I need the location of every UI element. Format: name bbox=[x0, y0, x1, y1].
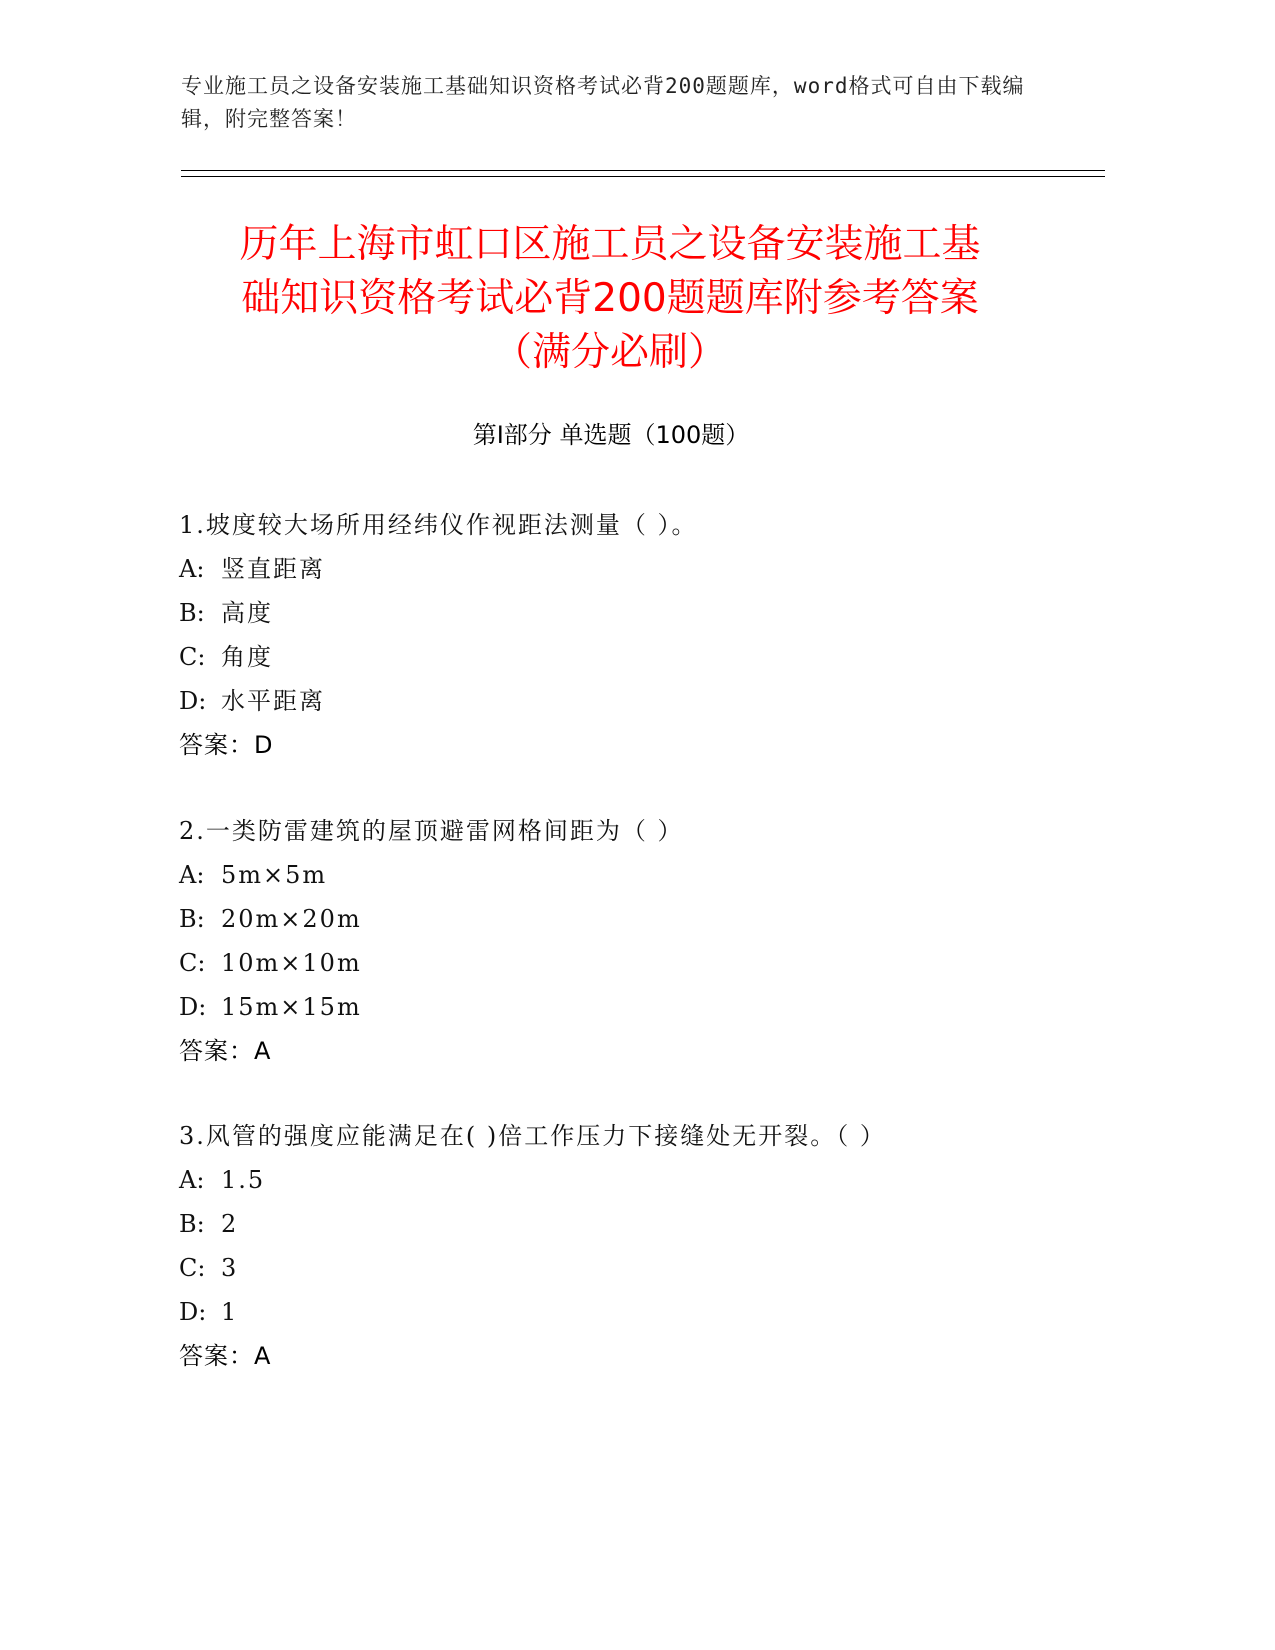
option-letter: B: bbox=[179, 905, 205, 933]
option-letter: D: bbox=[179, 1298, 207, 1326]
title-line-3: （满分必刷） bbox=[492, 330, 727, 375]
option-a bbox=[179, 547, 1079, 591]
question-1 bbox=[179, 503, 1079, 767]
option-letter: A: bbox=[179, 555, 205, 583]
option-letter: C: bbox=[179, 949, 206, 977]
option-letter: A: bbox=[179, 861, 205, 889]
option-c bbox=[179, 635, 1079, 679]
option-text: 2 bbox=[221, 1210, 239, 1238]
document-title bbox=[150, 218, 1070, 380]
header-divider-bottom bbox=[181, 176, 1105, 177]
option-letter: A: bbox=[179, 1166, 205, 1194]
option-d bbox=[179, 1290, 1079, 1334]
option-text: 角度 bbox=[221, 643, 273, 671]
question-stem: 3.风管的强度应能满足在( )倍工作压力下接缝处无开裂。（ ） bbox=[179, 1122, 886, 1150]
option-b bbox=[179, 591, 1079, 635]
question-stem: 1.坡度较大场所用经纬仪作视距法测量（ ）。 bbox=[179, 511, 698, 539]
answer: 答案：D bbox=[179, 731, 274, 759]
answer: 答案：A bbox=[179, 1342, 272, 1370]
section-title: 第Ⅰ部分 单选题（100题） bbox=[472, 421, 750, 449]
option-letter: B: bbox=[179, 1210, 205, 1238]
option-b bbox=[179, 897, 1079, 941]
option-d bbox=[179, 985, 1079, 1029]
question-stem: 2.一类防雷建筑的屋顶避雷网格间距为（ ） bbox=[179, 817, 684, 845]
question-3 bbox=[179, 1114, 1079, 1378]
header-divider-top bbox=[181, 170, 1105, 171]
answer: 答案：A bbox=[179, 1037, 272, 1065]
option-text: 1 bbox=[221, 1298, 239, 1326]
title-line-2: 础知识资格考试必背200题题库附参考答案 bbox=[241, 276, 979, 321]
option-c bbox=[179, 1246, 1079, 1290]
option-text: 20m×20m bbox=[221, 905, 362, 933]
option-letter: D: bbox=[179, 993, 207, 1021]
title-line-1: 历年上海市虹口区施工员之设备安装施工基 bbox=[239, 222, 981, 267]
option-c bbox=[179, 941, 1079, 985]
option-letter: B: bbox=[179, 599, 205, 627]
option-text: 15m×15m bbox=[221, 993, 362, 1021]
option-a bbox=[179, 1158, 1079, 1202]
option-text: 1.5 bbox=[221, 1166, 266, 1194]
option-letter: C: bbox=[179, 643, 206, 671]
option-text: 竖直距离 bbox=[221, 555, 325, 583]
header-note: 专业施工员之设备安装施工基础知识资格考试必背200题题库，word格式可自由下载编辑，附完整答案！ bbox=[181, 74, 1025, 131]
option-letter: D: bbox=[179, 687, 207, 715]
option-text: 5m×5m bbox=[221, 861, 328, 889]
option-letter: C: bbox=[179, 1254, 206, 1282]
option-a bbox=[179, 853, 1079, 897]
option-text: 水平距离 bbox=[221, 687, 325, 715]
question-2 bbox=[179, 809, 1079, 1073]
option-text: 10m×10m bbox=[221, 949, 362, 977]
option-b bbox=[179, 1202, 1079, 1246]
option-d bbox=[179, 679, 1079, 723]
option-text: 3 bbox=[221, 1254, 239, 1282]
option-text: 高度 bbox=[221, 599, 273, 627]
